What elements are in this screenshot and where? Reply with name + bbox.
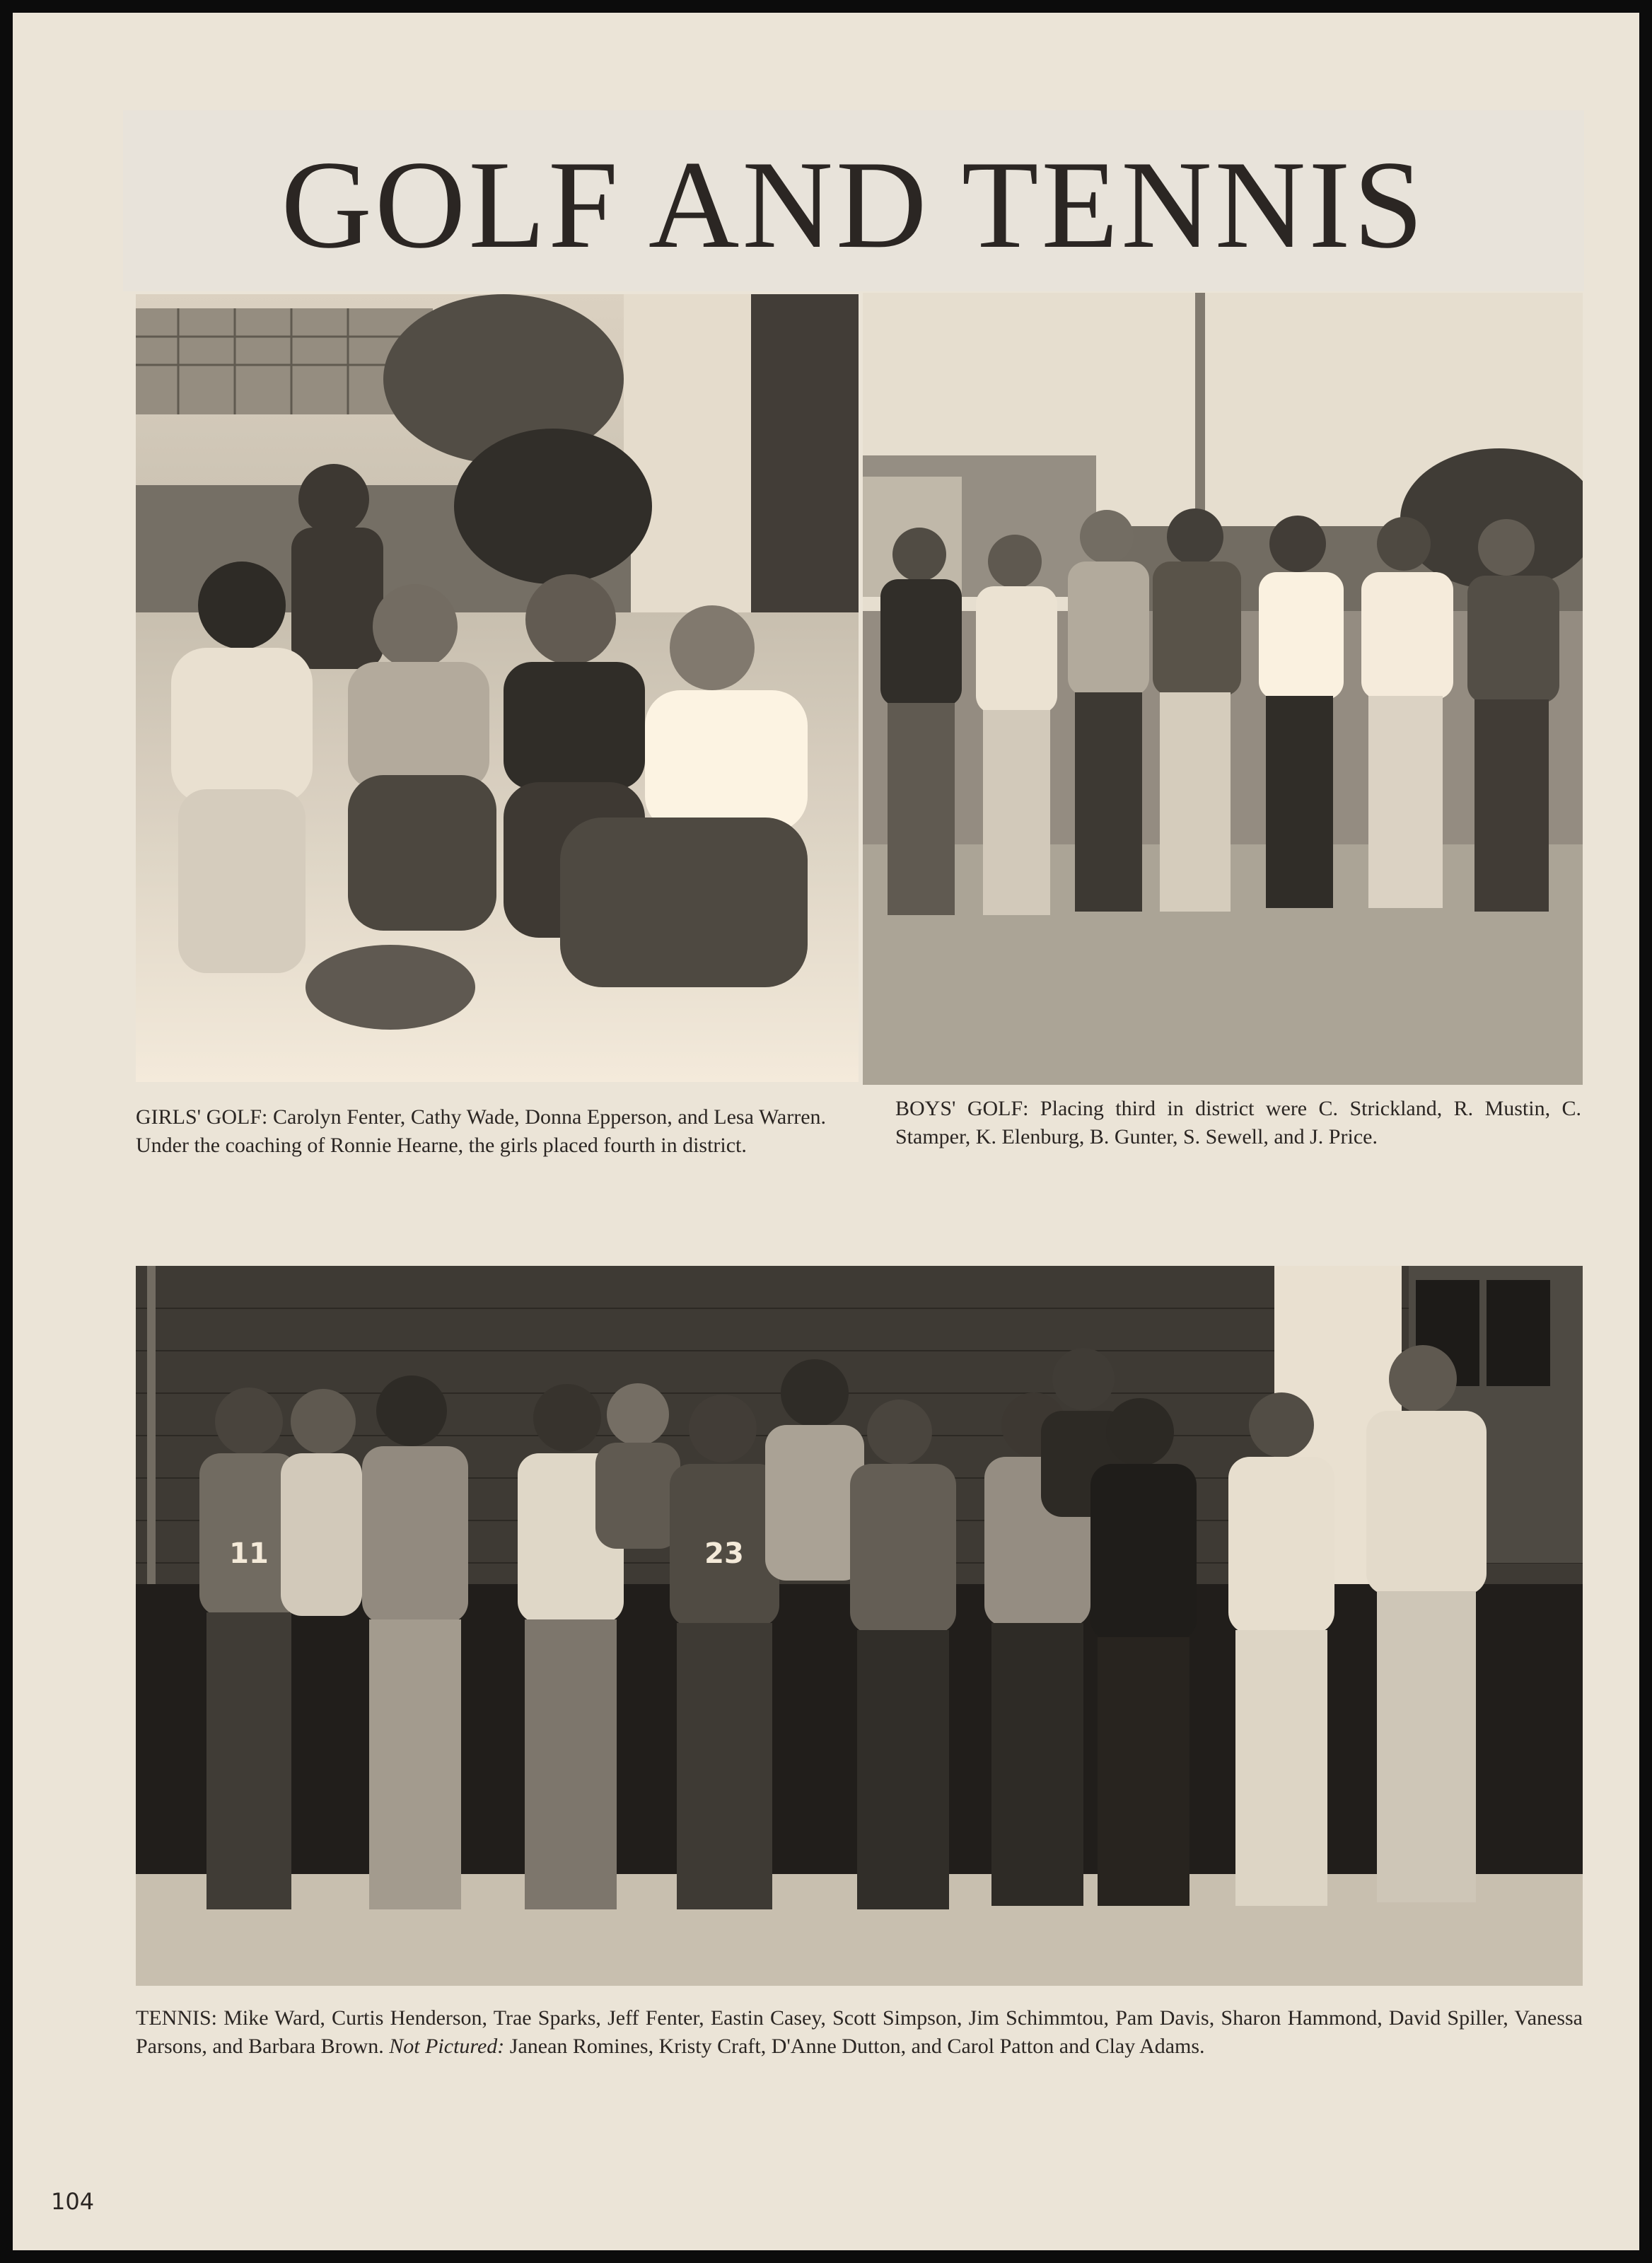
boys-golf-caption [895, 1095, 1581, 1151]
jersey-number-11: 11 [229, 1537, 269, 1570]
girls-golf-photo [136, 294, 859, 1082]
tennis-caption-text: Mike Ward, Curtis Henderson, Trae Sparks, Jeff Fenter, Eastin Casey, Scott Simpson, Jim Schimmtou, Pam Davis, Sharon Hammond, David Spiller, Vanessa Parsons, and Barbara Brown. [136, 2006, 1583, 2058]
page-title: GOLF AND TENNIS [281, 134, 1426, 274]
not-pictured-label: Not Pictured: [389, 2035, 505, 2058]
girls-golf-caption [136, 1103, 826, 1160]
girls-golf-caption-label: GIRLS' GOLF: [136, 1105, 268, 1129]
girls-golf-caption-text: Carolyn Fenter, Cathy Wade, Donna Epperson, and Lesa Warren. Under the coaching of Ronnie Hearne, the girls placed fourth in district. [136, 1105, 827, 1157]
boys-golf-photo [863, 293, 1583, 1085]
tennis-photo [136, 1266, 1583, 1986]
boys-golf-caption-label: BOYS' GOLF: [895, 1097, 1029, 1120]
tennis-caption [136, 2004, 1583, 2061]
not-pictured-text: Janean Romines, Kristy Craft, D'Anne Dutton, and Carol Patton and Clay Adams. [509, 2035, 1205, 2058]
jersey-number-23: 23 [704, 1537, 744, 1570]
boys-golf-caption-text: Placing third in district were C. Strickland, R. Mustin, C. Stamper, K. Elenburg, B. Gunter, S. Sewell, and J. Price. [895, 1097, 1581, 1148]
page-number: 104 [51, 2188, 95, 2215]
tennis-caption-label: TENNIS: [136, 2006, 217, 2030]
